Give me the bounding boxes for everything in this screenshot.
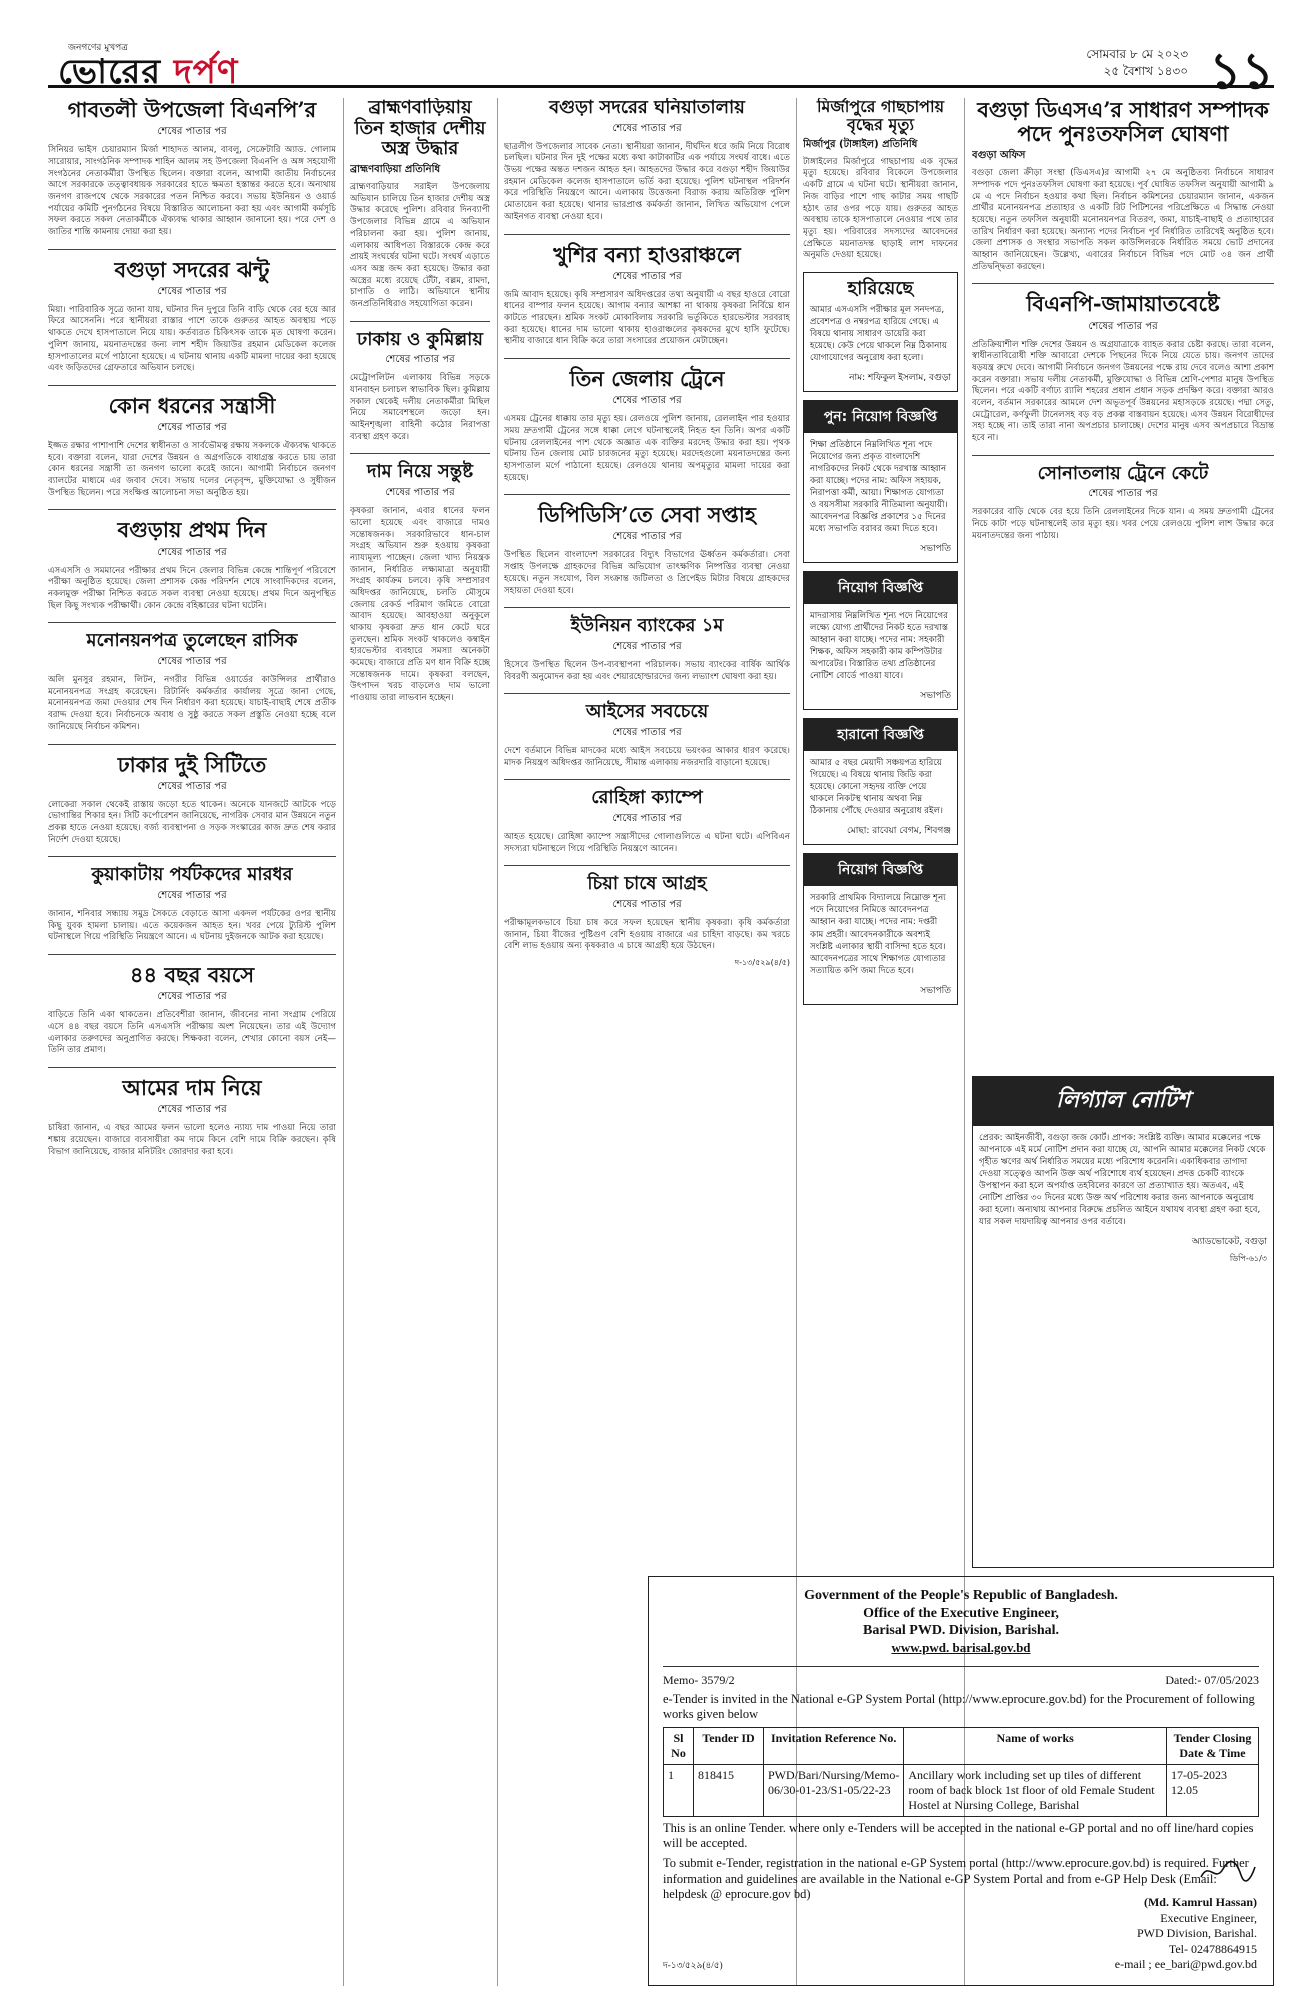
- headline: দাম নিয়ে সন্তুষ্ট: [366, 461, 474, 483]
- masthead: [48, 40, 1274, 100]
- article-nomination: [48, 631, 336, 733]
- kicker: শেষের পাতার পর: [612, 531, 682, 543]
- article-union-bank: [504, 616, 790, 683]
- column-rule: [497, 98, 498, 1986]
- column-4: [803, 98, 958, 1568]
- article-body: মিয়া। পারিবারিক সূত্রে জানা যায়, ঘটনার দিন দুপুরে তিনি বাড়ি থেকে বের হয়ে আর ফিরে আসেননি। পরে স্থানীয়রা রাস্তার পাশে তাকে গুরুতর আহত অবস্থায় পড়ে থাকতে দেখে হাসপাতালে নিয়ে যায়। কর্তব্যরত চিকিৎসক তাকে মৃত ঘোষণা করেন। পুলিশ জানায়, ময়নাতদন্তের জন্য লাশ শহীদ জিয়াউর রহমান মেডিকেল কলেজ হাসপাতালের মর্গে পাঠানো হয়েছে। এ ঘটনায় থানায় একটি মামলা দায়ের করা হয়েছে এবং জড়িতদের গ্রেফতারে অভিযান চলছে।: [48, 304, 336, 374]
- headline: আমের দাম নিয়ে: [122, 1075, 262, 1101]
- article-price-satisfied: [350, 462, 490, 704]
- kicker: শেষের পাতার পর: [612, 122, 682, 134]
- headline: ঢাকায় ও কুমিল্লায়: [357, 328, 483, 350]
- notice-signature: সভাপতি: [920, 985, 951, 996]
- tender-office-line: Office of the Executive Engineer,: [863, 1605, 1059, 1621]
- article-body: কৃষকরা জানান, এবার ধানের ফলন ভালো হয়েছে এবং বাজারে দামও সন্তোষজনক। সরকারিভাবে ধান-চাল সংগ্রহ অভিযান শুরু হওয়ায় কৃষকরা ন্যায্যমূল্য পাচ্ছেন। জেলা খাদ্য নিয়ন্ত্রক জানান, নির্ধারিত লক্ষ্যমাত্রা অনুযায়ী সংগ্রহ কার্যক্রম চলবে। কৃষি সম্প্রসারণ অধিদপ্তর জানিয়েছে, চলতি মৌসুমে জেলায় রেকর্ড পরিমাণ জমিতে বোরো আবাদ হয়েছে। আবহাওয়া অনুকূলে থাকায় কৃষকরা দ্রুত ধান কেটে ঘরে তুলছেন। শ্রমিক সংকট থাকলেও কম্বাইন হারভেস্টার ব্যবহারে সমস্যা অনেকটা কমেছে। বাজারে প্রতি মণ ধান বিক্রি হচ্ছে সন্তোষজনক দামে। কৃষকরা বলছেন, উৎপাদন খরচ বাড়লেও দাম ভালো পাওয়ায় তারা লাভবান হচ্ছেন।: [350, 506, 490, 704]
- article-body: প্রতিক্রিয়াশীল শক্তি দেশের উন্নয়ন ও অগ্রযাত্রাকে ব্যাহত করার চেষ্টা করছে। তারা বলেন, স্বাধীনতাবিরোধী শক্তি আবারো দেশকে পিছনের দিকে নিয়ে যেতে চায়। জনগণ তাদের ষড়যন্ত্র রুখে দেবে। আগামী নির্বাচনে জনগণ উন্নয়নের পক্ষে রায় দেবে বলেও আশা প্রকাশ করেন বক্তারা। সভায় দলীয় নেতাকর্মী, মুক্তিযোদ্ধা ও বিভিন্ন শ্রেণি-পেশার মানুষ উপস্থিত ছিলেন। পরে একটি বর্ণাঢ্য র‌্যালি শহরের প্রধান প্রধান সড়ক প্রদক্ষিণ করে। বক্তারা আরও বলেন, বর্তমান সরকারের আমলে দেশ অভূতপূর্ব উন্নয়নের মহাসড়কে রয়েছে। পদ্মা সেতু, মেট্রোরেল, কর্ণফুলী টানেলসহ বড় বড় প্রকল্প বাস্তবায়ন হয়েছে। এসব উন্নয়ন বিরোধীদের সহ্য হচ্ছে না। তাই তারা নানা অপপ্রচার চালাচ্ছে। দেশের মানুষ এসব অপপ্রচারে বিভ্রান্ত হবে না।: [972, 339, 1274, 444]
- table-header: Tender Closing Date & Time: [1167, 1727, 1259, 1764]
- article-body: পরীক্ষামূলকভাবে চিয়া চাষ করে সফল হয়েছেন স্থানীয় কৃষকরা। কৃষি কর্মকর্তারা জানান, চিয়া বীজের পুষ্টিগুণ বেশি হওয়ায় বাজারে এর চাহিদা বাড়ছে। কম খরচে বেশি লাভ হওয়ায় অন্য কৃষকরাও এ চাষে আগ্রহী হয়ে উঠছেন।: [504, 918, 790, 952]
- article-bogura-jhontu: [48, 258, 336, 375]
- notice-lost-certificate: [803, 718, 958, 845]
- signatory-title: Executive Engineer,: [1160, 1910, 1257, 1925]
- tender-division-line: Barisal PWD. Division, Barishal.: [862, 1623, 1060, 1638]
- headline: বিএনপি-জামায়াতবেষ্টে: [1026, 291, 1220, 317]
- notice-signature: সভাপতি: [920, 544, 951, 555]
- byline: মির্জাপুর (টাঙ্গাইল) প্রতিনিধি: [803, 138, 918, 150]
- kicker: শেষের পাতার পর: [1088, 488, 1158, 500]
- byline: বগুড়া অফিস: [972, 150, 1026, 162]
- article-brahmanbaria-arms: [350, 98, 490, 311]
- kicker: শেষের পাতার পর: [157, 422, 227, 434]
- article-body: উপস্থিত ছিলেন বাংলাদেশ সরকারের বিদ্যুৎ বিভাগের ঊর্ধ্বতন কর্মকর্তারা। সেবা সপ্তাহ উপলক্ষে গ্রাহকদের বিভিন্ন অভিযোগ তাৎক্ষণিক নিষ্পত্তির ব্যবস্থা নেওয়া হয়েছে। নতুন সংযোগ, বিল সংক্রান্ত জটিলতা ও প্রিপেইড মিটার বিষয়ে গ্রাহকদের সহায়তা দেওয়া হবে।: [504, 550, 790, 596]
- kicker: শেষের পাতার পর: [385, 487, 455, 499]
- article-body: ইজ্জত রক্ষার পাশাপাশি দেশের স্বাধীনতা ও সার্বভৌমত্ব রক্ষায় সকলকে ঐক্যবদ্ধ থাকতে হবে। বক্তারা বলেন, যারা দেশের উন্নয়ন ও অগ্রগতিকে বাধাগ্রস্ত করতে চায় তারা কোন ধরনের সন্ত্রাসী তা জনগণ ভালো করেই জানে। আগামী নির্বাচনে জনগণ ব্যালটের মাধ্যমে এর জবাব দেবে। সভায় দলের নেতৃবৃন্দ, মুক্তিযোদ্ধা ও সুধীজন উপস্থিত ছিলেন। পরে সংক্ষিপ্ত আলোচনা সভা অনুষ্ঠিত হয়।: [48, 441, 336, 498]
- signatory-name: (Md. Kamrul Hassan): [1143, 1895, 1257, 1910]
- article-body: জানান, শনিবার সন্ধ্যায় সমুদ্র সৈকতে বেড়াতে আসা একদল পর্যটকের ওপর স্থানীয় কিছু যুবক হামলা চালায়। এতে কয়েকজন আহত হন। খবর পেয়ে ট্যুরিস্ট পুলিশ ঘটনাস্থলে গিয়ে পরিস্থিতি নিয়ন্ত্রণে আনে। এ ঘটনায় দুইজনকে আটক করা হয়েছে।: [48, 909, 336, 943]
- article-chia: [504, 874, 790, 970]
- signatory-division: PWD Division, Barishal.: [1137, 1926, 1257, 1941]
- notice-appointment-2: [803, 853, 958, 1004]
- legal-notice-signature: অ্যাডভোকেট, বগুড়া: [1191, 1237, 1267, 1248]
- handwritten-signature: [1115, 1859, 1257, 1893]
- etender-notice: [648, 1576, 1274, 1986]
- kicker: শেষের পাতার পর: [385, 354, 455, 366]
- headline: গাবতলী উপজেলা বিএনপি’র: [67, 98, 317, 122]
- headline: ইউনিয়ন ব্যাংকের ১ম: [570, 615, 724, 637]
- notice-body: আমার এসএসসি পরীক্ষার মূল সনদপত্র, প্রবেশপত্র ও নম্বরপত্র হারিয়ে গেছে। এ বিষয়ে থানায় সাধারণ ডায়েরি করা হয়েছে। কেউ পেয়ে থাকলে নিম্ন ঠিকানায় যোগাযোগের অনুরোধ করা হলো।: [810, 304, 947, 363]
- article-body: এসময় ট্রেনের ধাক্কায় তার মৃত্যু হয়। রেলওয়ে পুলিশ জানায়, রেললাইন পার হওয়ার সময় দ্রুতগামী ট্রেনের সঙ্গে ধাক্কা লেগে ঘটনাস্থলেই নিহত হন তিনি। অপর একটি ঘটনায় রেললাইনের পাশ থেকে অজ্ঞাত এক ব্যক্তির মরদেহ উদ্ধার করা হয়। পৃথক ঘটনায় তিন জেলায় মোট চারজনের মৃত্যু হয়েছে। মরদেহগুলো ময়নাতদন্তের জন্য হাসপাতাল মর্গে পাঠানো হয়েছে। রেলওয়ে থানায় অপমৃত্যুর মামলা দায়ের করা হয়েছে।: [504, 414, 790, 483]
- article-body: দেশে বর্তমানে বিভিন্ন মাদকের মধ্যে আইস সবচেয়ে ভয়ংকর আকার ধারণ করেছে। মাদক নিয়ন্ত্রণ অধিদপ্তর জানিয়েছে, সীমান্ত এলাকায় নজরদারি বাড়ানো হয়েছে।: [504, 745, 790, 768]
- article-dhaka-city: [48, 753, 336, 847]
- table-header: Invitation Reference No.: [764, 1727, 904, 1764]
- kicker: শেষের পাতার পর: [157, 285, 227, 297]
- kicker: শেষের পাতার পর: [612, 395, 682, 407]
- table-header: Sl No: [664, 1727, 694, 1764]
- headline: বগুড়ায় প্রথম দিন: [117, 517, 267, 543]
- article-mango-price: [48, 1076, 336, 1158]
- article-body: জমি আবাদ হয়েছে। কৃষি সম্প্রসারণ অধিদপ্তরের তথ্য অনুযায়ী এ বছর হাওরে বোরো ধানের বাম্পার ফলন হয়েছে। আগাম বন্যার আশঙ্কা না থাকায় কৃষকরা নির্বিঘ্নে ধান কাটতে পারছেন। শ্রমিক সংকট মোকাবিলায় সরকারি ভর্তুকিতে হারভেস্টার সরবরাহ করা হয়েছে। ধানের দাম ভালো থাকায় হাওরাঞ্চলের কৃষকদের মুখে হাসি ফুটেছে। স্থানীয় বাজারে ধান বিক্রি করে তারা সংসারের প্রয়োজন মেটাচ্ছেন।: [504, 289, 790, 347]
- headline: ব্রাহ্মণবাড়িয়ায় তিন হাজার দেশীয় অস্ত্র উদ্ধার: [354, 98, 486, 160]
- article-terrorist: [48, 394, 336, 500]
- tender-date: Dated:- 07/05/2023: [1165, 1672, 1259, 1687]
- headline: চিয়া চাষে আগ্রহ: [587, 873, 707, 895]
- article-body: ছাত্রলীগ উপজেলার সাবেক নেতা। স্থানীয়রা জানান, দীর্ঘদিন ধরে জমি নিয়ে বিরোধ চলছিল। ঘটনার দিন দুই পক্ষের মধ্যে কথা কাটাকাটির এক পর্যায়ে সংঘর্ষ বাধে। এতে উভয় পক্ষের অন্তত দশজন আহত হন। আহতদের উদ্ধার করে বগুড়া শহীদ জিয়াউর রহমান মেডিকেল কলেজ হাসপাতালে ভর্তি করা হয়েছে। পুলিশ ঘটনাস্থল পরিদর্শন করে পরিস্থিতি নিয়ন্ত্রণে আনে। এলাকায় উত্তেজনা বিরাজ করায় অতিরিক্ত পুলিশ মোতায়েন করা হয়েছে। থানার ভারপ্রাপ্ত কর্মকর্তা জানান, লিখিত অভিযোগ পেলে আইনগত ব্যবস্থা নেওয়া হবে।: [504, 141, 790, 222]
- kicker: শেষের পাতার পর: [612, 813, 682, 825]
- notice-title: পুন: নিয়োগ বিজ্ঞপ্তি: [804, 401, 957, 433]
- byline: ব্রাহ্মণবাড়িয়া প্রতিনিধি: [350, 164, 441, 176]
- article-train-three-districts: [504, 367, 790, 484]
- headline: ডিপিডিসি’তে সেবা সপ্তাহ: [538, 502, 756, 528]
- kicker: শেষের পাতার পর: [157, 546, 227, 558]
- tender-memo: Memo- 3579/2: [663, 1672, 735, 1687]
- kicker: শেষের পাতার পর: [612, 270, 682, 282]
- masthead-tagline: জনগণের মুখপত্র: [68, 43, 128, 53]
- article-haor: [504, 243, 790, 349]
- article-body: এসএসসি ও সমমানের পরীক্ষার প্রথম দিনে জেলার বিভিন্ন কেন্দ্রে শান্তিপূর্ণ পরিবেশে পরীক্ষা অনুষ্ঠিত হয়েছে। জেলা প্রশাসক কেন্দ্র পরিদর্শন শেষে সাংবাদিকদের বলেন, নকলমুক্ত পরীক্ষা নিশ্চিত করতে সকল ব্যবস্থা নেওয়া হয়েছে। প্রথম দিনে অনুপস্থিত ছিল কিছু সংখ্যক পরীক্ষার্থী। কোন কেন্দ্রে বহিষ্কারের ঘটনা ঘটেনি।: [48, 565, 336, 611]
- column-3: [504, 98, 790, 1568]
- article-body: টাঙ্গাইলের মির্জাপুরে গাছচাপায় এক বৃদ্ধের মৃত্যু হয়েছে। রবিবার বিকেলে উপজেলার একটি গ্রামে এ ঘটনা ঘটে। স্থানীয়রা জানান, নিজ বাড়ির পাশে গাছ কাটার সময় গাছটি হঠাৎ তার ওপর পড়ে যায়। গুরুতর আহত অবস্থায় তাকে হাসপাতালে নেওয়ার পথে তার মৃত্যু হয়। পরিবারের সদস্যদের আবেদনের প্রেক্ষিতে ময়নাতদন্ত ছাড়াই লাশ দাফনের অনুমতি দেওয়া হয়েছে।: [803, 156, 958, 261]
- headline: আইসের সবচেয়ে: [585, 701, 709, 723]
- article-kuakata: [48, 865, 336, 944]
- legal-notice: [972, 1076, 1274, 1568]
- ad-reference: দ-১৩/৫২৯(৪/৫): [663, 1960, 723, 1970]
- kicker: শেষের পাতার পর: [1088, 320, 1158, 332]
- legal-notice-body: প্রেরক: আইনজীবী, বগুড়া জজ কোর্ট। প্রাপক: সংশ্লিষ্ট ব্যক্তি। আমার মক্কেলের পক্ষে আপনাকে এই মর্মে নোটিশ প্রদান করা যাচ্ছে যে, আপনি আমার মক্কেলের নিকট থেকে গৃহীত ঋণের অর্থ নির্ধারিত সময়ের মধ্যে পরিশোধ করেননি। একাধিকবার তাগাদা দেওয়া সত্ত্বেও আপনি উক্ত অর্থ পরিশোধে ব্যর্থ হয়েছেন। প্রদত্ত চেকটি ব্যাংকে উপস্থাপন করা হলে অপর্যাপ্ত তহবিলের কারণে তা প্রত্যাখ্যাত হয়। অতএব, এই নোটিশ প্রাপ্তির ৩০ দিনের মধ্যে উক্ত অর্থ পরিশোধ করার জন্য আপনাকে অনুরোধ করা হলো। অন্যথায় আপনার বিরুদ্ধে প্রচলিত আইনে যথাযথ ব্যবস্থা গ্রহণ করা হবে, যার সকল দায়দায়িত্ব আপনার ওপর বর্তাবে।: [979, 1133, 1266, 1228]
- column-rule: [343, 98, 344, 1986]
- tender-signature-block: [1115, 1859, 1257, 1973]
- table-header: Tender ID: [694, 1727, 764, 1764]
- headline: বগুড়া সদরের ঝন্টু: [114, 256, 270, 282]
- headline: সোনাতলায় ট্রেনে কেটে: [1037, 462, 1209, 484]
- article-mirzapur: [803, 98, 958, 262]
- article-44-years: [48, 963, 336, 1057]
- article-body: চাষিরা জানান, এ বছর আমের ফলন ভালো হলেও ন্যায্য দাম পাওয়া নিয়ে তারা শঙ্কায় রয়েছেন। বাজারে ব্যবসায়ীরা কম দামে কিনে বেশি দামে বিক্রি করছেন। কৃষি বিভাগ জানিয়েছে, বাজার মনিটরিং জোরদার করা হবে।: [48, 1123, 336, 1157]
- issue-date: সোমবার ৮ মে ২০২৩ ২৫ বৈশাখ ১৪৩০: [1086, 47, 1188, 78]
- article-dhaka-cumilla: [350, 330, 490, 444]
- tender-govt-line: Government of the People's Republic of Bangladesh.: [804, 1588, 1118, 1603]
- headline: কুয়াকাটায় পর্যটকদের মারধর: [91, 864, 293, 886]
- headline: কোন ধরনের সন্ত্রাসী: [108, 392, 276, 418]
- article-body: বগুড়া জেলা ক্রীড়া সংস্থা (ডিএসএ)র আগামী ২৭ মে অনুষ্ঠিতব্য নির্বাচনে সাধারণ সম্পাদক পদে পুনঃতফসিল ঘোষণা করা হয়েছে। পূর্ব ঘোষিত তফসিল অনুযায়ী আগামী ৯ মে এ পদে নির্বাচন হওয়ার কথা ছিল। নির্বাচন কমিশনের চেয়ারম্যান জানান, একজন প্রার্থীর মনোনয়নপত্র প্রত্যাহার ও একটি রিট পিটিশনের পরিপ্রেক্ষিতে এ সিদ্ধান্ত নেওয়া হয়েছে। নতুন তফসিল অনুযায়ী মনোনয়নপত্র বিতরণ, জমা, যাচাই-বাছাই ও প্রত্যাহারের তারিখ নির্ধারণ করা হয়েছে। অন্যান্য পদের নির্বাচন পূর্ব নির্ধারিত তারিখেই অনুষ্ঠিত হবে। জেলা প্রশাসক ও সংস্থার সভাপতি সকল কাউন্সিলরকে নির্ধারিত সময়ে ভোট প্রদানের আহ্বান জানিয়েছেন। উল্লেখ্য, এবারের নির্বাচনে বিভিন্ন পদে মোট ৩৪ জন প্রার্থী প্রতিদ্বন্দ্বিতা করছেন।: [972, 168, 1274, 272]
- article-body: মেট্রোপলিটন এলাকায় বিভিন্ন সড়কে যানবাহন চলাচল স্বাভাবিক ছিল। কুমিল্লায় সকাল থেকেই দলীয় নেতাকর্মীরা মিছিল নিয়ে সমাবেশস্থলে জড়ো হন। আইনশৃঙ্খলা বাহিনী কঠোর নিরাপত্তা ব্যবস্থা গ্রহণ করে।: [350, 373, 490, 442]
- tender-note: This is an online Tender. where only e-Tenders will be accepted in the national e-GP portal and no off line/hard copies will be accepted.: [663, 1820, 1254, 1851]
- article-bnp-jamaat: [972, 292, 1274, 444]
- notice-lost: [803, 272, 958, 392]
- ad-reference: দ-১৩/৫২৯(৪/৫): [734, 958, 790, 968]
- kicker: শেষের পাতার পর: [157, 1104, 227, 1116]
- article-body: আহত হয়েছে। রোহিঙ্গা ক্যাম্পে সন্ত্রাসীদের গোলাগুলিতে এ ঘটনা ঘটে। এপিবিএন সদস্যরা ঘটনাস্থলে গিয়ে পরিস্থিতি নিয়ন্ত্রণে আনেন।: [504, 832, 790, 854]
- table-row: [664, 1764, 1259, 1816]
- tender-website-link[interactable]: www.pwd. barisal.gov.bd: [891, 1639, 1031, 1655]
- legal-notice-title: লিগ্যাল নোটিশ: [973, 1077, 1273, 1126]
- kicker: শেষের পাতার পর: [612, 726, 682, 738]
- table-header: Name of works: [904, 1727, 1167, 1764]
- kicker: শেষের পাতার পর: [157, 890, 227, 902]
- tender-intro: e-Tender is invited in the National e-GP System Portal (http://www.eprocure.gov.bd) for the Procurement of following works given below: [663, 1691, 1255, 1722]
- article-body: সরকারের বাড়ি থেকে বের হয়ে তিনি রেললাইনের দিকে যান। এ সময় দ্রুতগামী ট্রেনের নিচে কাটা পড়ে ঘটনাস্থলেই তার মৃত্যু হয়। খবর পেয়ে রেলওয়ে পুলিশ লাশ উদ্ধার করে ময়নাতদন্তের জন্য পাঠায়।: [972, 507, 1274, 541]
- kicker: শেষের পাতার পর: [157, 780, 227, 792]
- kicker: শেষের পাতার পর: [612, 899, 682, 911]
- headline: মির্জাপুরে গাছচাপায় বৃদ্ধের মৃত্যু: [816, 98, 945, 135]
- kicker: শেষের পাতার পর: [157, 126, 227, 138]
- notice-body: সরকারি প্রাথমিক বিদ্যালয়ে নিম্নোক্ত শূন্য পদে নিয়োগের নিমিত্তে আবেদনপত্র আহ্বান করা যাচ্ছে। পদের নাম: দপ্তরী কাম প্রহরী। আবেদনকারীকে অবশ্যই সংশ্লিষ্ট এলাকার স্থায়ী বাসিন্দা হতে হবে। আবেদনপত্রের সাথে শিক্ষাগত যোগ্যতার সত্যায়িত কপি জমা দিতে হবে।: [810, 893, 946, 976]
- article-sonatala-train: [972, 464, 1274, 543]
- notice-reappointment: [803, 400, 958, 563]
- headline: বগুড়া সদরের ঘনিয়াতালায়: [549, 98, 745, 118]
- notice-body: মাদরাসায় নিম্নলিখিত শূন্য পদে নিয়োগের লক্ষ্যে যোগ্য প্রার্থীদের নিকট হতে দরখাস্ত আহ্বান করা যাচ্ছে। পদের নাম: সহকারী শিক্ষক, অফিস সহকারী কাম কম্পিউটার অপারেটর। বিস্তারিত তথ্য প্রতিষ্ঠানের নোটিশ বোর্ডে পাওয়া যাবে।: [810, 611, 948, 682]
- kicker: শেষের পাতার পর: [157, 656, 227, 668]
- notice-signature: সভাপতি: [920, 691, 951, 702]
- newspaper-logo: ভোরের দর্পণ: [58, 52, 239, 92]
- ad-reference: ডিপি-৬১/৩: [1229, 1254, 1267, 1264]
- article-gabtali: [48, 98, 336, 239]
- notice-title: নিয়োগ বিজ্ঞপ্তি: [804, 854, 957, 886]
- notice-body: আমার ৫ বছর মেয়াদী সঞ্চয়পত্র হারিয়ে গিয়েছে। এ বিষয়ে থানায় জিডি করা হয়েছে। কোনো সহৃদয় ব্যক্তি পেয়ে থাকলে নিকটস্থ থানায় অথবা নিম্ন ঠিকানায় পৌঁছে দেওয়ার অনুরোধ রইল।: [810, 758, 943, 817]
- article-body: ব্রাহ্মণবাড়িয়ার সরাইল উপজেলায় অভিযান চালিয়ে তিন হাজার দেশীয় অস্ত্র উদ্ধার করেছে পুলিশ। রবিবার দিনব্যাপী উপজেলার বিভিন্ন গ্রামে এ অভিযান পরিচালনা করা হয়। পুলিশ জানায়, এলাকায় আধিপত্য বিস্তারকে কেন্দ্র করে প্রায়ই সংঘর্ষের ঘটনা ঘটে। সংঘর্ষ এড়াতে এসব অস্ত্র জব্দ করা হয়েছে। উদ্ধার করা অস্ত্রের মধ্যে রয়েছে টেঁটা, বল্লম, রামদা, চাপাতি ও লাঠি। অভিযানে স্থানীয় জনপ্রতিনিধিরাও সহযোগিতা করেন।: [350, 182, 490, 309]
- article-body: বাড়িতে তিনি একা থাকতেন। প্রতিবেশীরা জানান, জীবনের নানা সংগ্রাম পেরিয়ে এসে ৪৪ বছর বয়সে তিনি এসএসসি পরীক্ষায় অংশ নিয়েছেন। তার এই উদ্যোগ এলাকার তরুণদের অনুপ্রাণিত করছে। শিক্ষকরা বলেন, শেখার কোনো বয়স নেই—তিনি তার প্রমাণ।: [48, 1010, 336, 1056]
- article-body: সিনিয়র ভাইস চেয়ারম্যান মির্জা শাহাদত আলম, বাবলু, সেক্রেটারি অ্যাড. গোলাম সারোয়ার, সাংগঠনিক সম্পাদক শাহিন আলম সহ উপজেলা বিএনপি ও অঙ্গ সহযোগী সংগঠনের নেতাকর্মীরা উপস্থিত ছিলেন। বক্তারা বলেন, আগামী জাতীয় নির্বাচনের আগে সরকারকে তত্ত্বাবধায়ক সরকারের হাতে ক্ষমতা হস্তান্তর করতে হবে। অন্যথায় জনগণ রাজপথে থেকে সরকারের পতন নিশ্চিত করবে। সভায় ইউনিয়ন ও ওয়ার্ড পর্যায়ের কমিটি পুনর্গঠনের বিষয়ে বিস্তারিত আলোচনা করা হয় এবং আগামী কর্মসূচি সফল করতে সকল নেতাকর্মীকে ঐক্যবদ্ধ থাকার আহ্বান জানানো হয়। পরে দেশ ও জাতির শান্তি কামনায় দোয়া করা হয়।: [48, 145, 336, 237]
- headline: তিন জেলায় ট্রেনে: [569, 366, 725, 392]
- headline: ঢাকার দুই সিটিতে: [117, 751, 267, 777]
- notice-title: হারিয়েছে: [847, 277, 914, 299]
- headline: মনোনয়নপত্র তুলেছেন রাসিক: [86, 630, 298, 652]
- kicker: শেষের পাতার পর: [612, 640, 682, 652]
- table-header-row: [664, 1727, 1259, 1764]
- lead-headline: বগুড়া ডিএসএ’র সাধারণ সম্পাদক পদে পুনঃতফসিল ঘোষণা: [977, 98, 1269, 147]
- table-cell: Ancillary work including set up tiles of different room of back block 1st floor of old Female Student Hostel at Nursing College, Barishal: [904, 1764, 1167, 1816]
- notice-signature: নাম: শফিকুল ইসলাম, বগুড়া: [849, 372, 951, 383]
- notice-body: শিক্ষা প্রতিষ্ঠানে নিম্নলিখিত শূন্য পদে নিয়োগের জন্য প্রকৃত বাংলাদেশি নাগরিকদের নিকট থেকে দরখাস্ত আহ্বান করা যাচ্ছে। পদের নাম: অফিস সহায়ক, নিরাপত্তা কর্মী, আয়া। শিক্ষাগত যোগ্যতা ও বয়সসীমা সরকারি নীতিমালা অনুযায়ী। আবেদনপত্র বিজ্ঞপ্তি প্রকাশের ১৫ দিনের মধ্যে সভাপতি বরাবর জমা দিতে হবে।: [810, 439, 948, 535]
- article-dsa-lead: [972, 98, 1274, 273]
- headline: ৪৪ বছর বয়সে: [129, 962, 255, 988]
- tender-memo-row: [663, 1666, 1259, 1688]
- article-ice: [504, 702, 790, 769]
- page-number: ১১: [1209, 42, 1274, 100]
- headline: খুশির বন্যা হাওরাঞ্চলে: [553, 241, 741, 267]
- article-dpdc: [504, 503, 790, 597]
- notice-appointment: [803, 571, 958, 710]
- column-5: [972, 98, 1274, 1068]
- table-cell: 818415: [694, 1764, 764, 1816]
- article-rohingya: [504, 788, 790, 855]
- article-body: হিসেবে উপস্থিত ছিলেন উপ-ব্যবস্থাপনা পরিচালক। সভায় ব্যাংকের বার্ষিক আর্থিক বিবরণী অনুমোদন করা হয় এবং শেয়ারহোল্ডারদের জন্য লভ্যাংশ ঘোষণা করা হয়।: [504, 659, 790, 682]
- table-cell: PWD/Bari/Nursing/Memo-06/30-01-23/S1-05/22-23: [764, 1764, 904, 1816]
- column-1: [48, 98, 336, 1988]
- table-cell: 1: [664, 1764, 694, 1816]
- signatory-phone: Tel- 02478864915: [1168, 1941, 1257, 1956]
- article-first-day: [48, 518, 336, 612]
- headline: রোহিঙ্গা ক্যাম্পে: [591, 787, 703, 809]
- article-body: অলি মুনসুর রহমান, লিটন, নগরীর বিভিন্ন ওয়ার্ডের কাউন্সিলর প্রার্থীরাও মনোনয়নপত্র সংগ্রহ করেছেন। রিটার্নিং কর্মকর্তার কার্যালয় সূত্রে জানা গেছে, মনোনয়নপত্র জমা দেওয়ার শেষ দিন নির্ধারণ করা হয়েছে। যাচাই-বাছাই শেষে প্রতীক বরাদ্দ দেওয়া হবে। নির্বাচনকে অবাধ ও সুষ্ঠু করতে সকল প্রস্তুতি নেওয়া হচ্ছে বলে জানিয়েছে নির্বাচন কমিশন।: [48, 675, 336, 732]
- tender-table: [663, 1727, 1259, 1817]
- column-2: [350, 98, 490, 1988]
- table-cell: 17-05-2023 12.05: [1167, 1764, 1259, 1816]
- notice-title: হারানো বিজ্ঞপ্তি: [804, 719, 957, 751]
- tender-note: To submit e-Tender, registration in the national e-GP System portal (http://www.eprocure.gov.bd) is required. Further information and guidelines are available in the National e-GP System Portal and from e-GP Help Desk (Email: helpdesk @ eprocure.gov bd): [663, 1856, 1249, 1902]
- article-body: লোকেরা সকাল থেকেই রাস্তায় জড়ো হতে থাকেন। অনেকে যানজটে আটকে পড়ে ভোগান্তির শিকার হন। সিটি কর্পোরেশন জানিয়েছে, নাগরিক সেবার মান উন্নয়নে নতুন প্রকল্প হাতে নেওয়া হয়েছে। বর্জ্য ব্যবস্থাপনা ও সড়ক সংস্কারের কাজ দ্রুত শেষ করার নির্দেশ দেওয়া হয়েছে।: [48, 799, 336, 845]
- signatory-email: e-mail ; ee_bari@pwd.gov.bd: [1114, 1957, 1257, 1972]
- notice-title: নিয়োগ বিজ্ঞপ্তি: [804, 572, 957, 604]
- article-ghoniyatala: [504, 98, 790, 224]
- kicker: শেষের পাতার পর: [157, 991, 227, 1003]
- notice-signature: মোছা: রাবেয়া বেগম, শিবগঞ্জ: [847, 826, 951, 837]
